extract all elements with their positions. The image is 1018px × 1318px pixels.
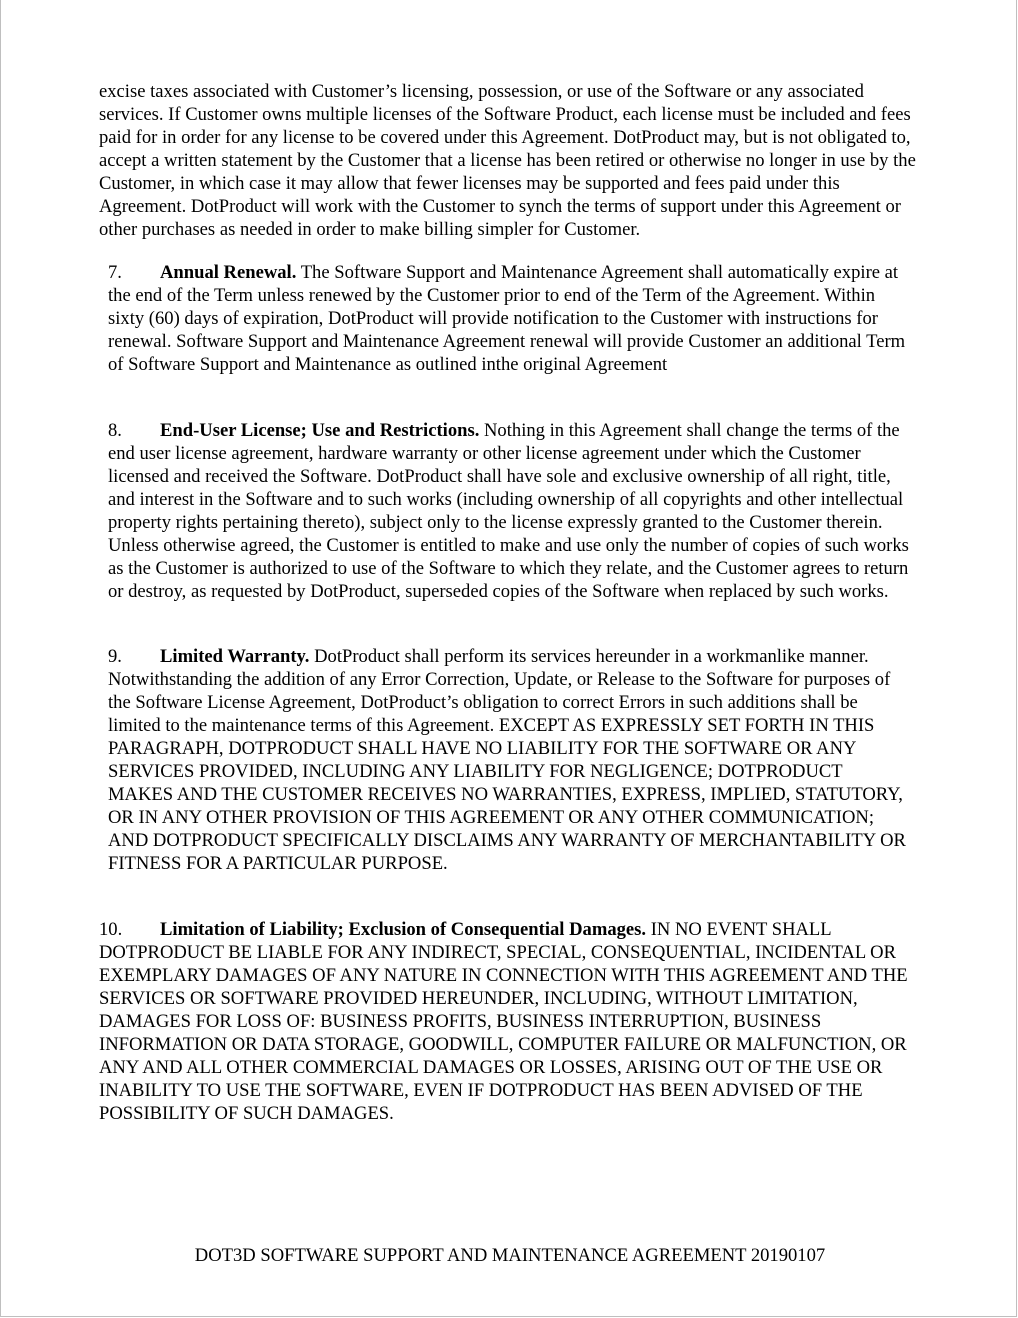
section-number: 7. <box>108 262 122 283</box>
section-body: The Software Support and Maintenance Agreement shall automatically expire at the end of the Term unless renewed by the Customer prior to end of the Term of the Agreement. Within sixty (60) days of expiration, DotProduct will provide notification to the Customer with instructions for renewal. Software Support and Maintenance Agreement renewal will provide Customer an additional Term of Software Support and Maintenance as outlined inthe original Agreement <box>108 262 906 375</box>
section-body: Nothing in this Agreement shall change the terms of the end user license agreement, hardware warranty or other license agreement under which the Customer licensed and received the Software. DotProduct shall have sole and exclusive ownership of all right, title, and interest in the Software and to such works (including ownership of all copyrights and other intellectual property rights pertaining thereto), subject only to the license expressly granted to the Customer therein. Unless otherwise agreed, the Customer is entitled to make and use only the number of copies of such works as the Customer is authorized to use of the Software to which they relate, and the Customer agrees to return or destroy, as requested by DotProduct, superseded copies of the Software when replaced by such works. <box>108 420 909 602</box>
intro-paragraph: excise taxes associated with Customer’s licensing, possession, or use of the Software or any associated services. If Customer owns multiple licenses of the Software Product, each license must be included and fees paid for in order for any license to be covered under this Agreement. DotProduct may, but is not obligated to, accept a written statement by the Customer that a license has been retired or otherwise no longer in use by the Customer, in which case it may allow that fewer licenses may be supported and fees paid under this Agreement. DotProduct will work with the Customer to synch the terms of support under this Agreement or other purchases as needed in order to make billing simpler for Customer. <box>99 81 916 240</box>
section-body: DotProduct shall perform its services hereunder in a workmanlike manner. Notwithstanding the addition of any Error Correction, Update, or Release to the Software for purposes of the Software License Agreement, DotProduct’s obligation to correct Errors in such additions shall be limited to the maintenance terms of this Agreement. EXCEPT AS EXPRESSLY SET FORTH IN THIS PARAGRAPH, DOTPRODUCT SHALL HAVE NO LIABILITY FOR THE SOFTWARE OR ANY SERVICES PROVIDED, INCLUDING ANY LIABILITY FOR NEGLIGENCE; DOTPRODUCT MAKES AND THE CUSTOMER RECEIVES NO WARRANTIES, EXPRESS, IMPLIED, STATUTORY, OR IN ANY OTHER PROVISION OF THIS AGREEMENT OR ANY OTHER COMMUNICATION; AND DOTPRODUCT SPECIFICALLY DISCLAIMS ANY WARRANTY OF MERCHANTABILITY OR FITNESS FOR A PARTICULAR PURPOSE. <box>108 646 906 874</box>
section-8-end-user-license <box>108 419 918 603</box>
section-heading: Limitation of Liability; Exclusion of Consequential Damages. <box>160 919 647 940</box>
section-9-limited-warranty <box>108 645 908 875</box>
section-number: 9. <box>108 646 122 667</box>
section-heading: Annual Renewal. <box>160 262 297 283</box>
section-body: IN NO EVENT SHALL DOTPRODUCT BE LIABLE FOR ANY INDIRECT, SPECIAL, CONSEQUENTIAL, INCIDENTAL OR EXEMPLARY DAMAGES OF ANY NATURE IN CONNECTION WITH THIS AGREEMENT AND THE SERVICES OR SOFTWARE PROVIDED HEREUNDER, INCLUDING, WITHOUT LIMITATION, DAMAGES FOR LOSS OF: BUSINESS PROFITS, BUSINESS INTERRUPTION, BUSINESS INFORMATION OR DATA STORAGE, GOODWILL, COMPUTER FAILURE OR MALFUNCTION, OR ANY AND ALL OTHER COMMERCIAL DAMAGES OR LOSSES, ARISING OUT OF THE USE OR INABILITY TO USE THE SOFTWARE, EVEN IF DOTPRODUCT HAS BEEN ADVISED OF THE POSSIBILITY OF SUCH DAMAGES. <box>99 919 908 1124</box>
page-footer: DOT3D SOFTWARE SUPPORT AND MAINTENANCE AGREEMENT 20190107 <box>194 1245 826 1266</box>
section-10-limitation-of-liability <box>99 918 929 1125</box>
section-heading: Limited Warranty. <box>160 646 310 667</box>
section-heading: End-User License; Use and Restrictions. <box>160 420 480 441</box>
section-number: 10. <box>99 919 123 940</box>
section-7-annual-renewal <box>108 261 908 376</box>
section-number: 8. <box>108 420 122 441</box>
